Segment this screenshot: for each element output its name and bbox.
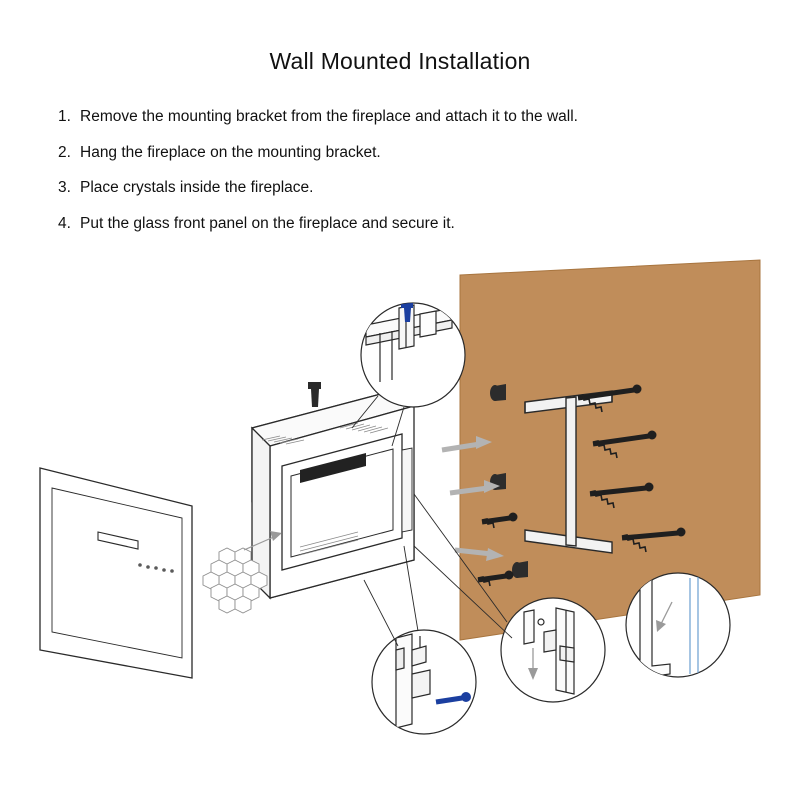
list-item	[58, 215, 748, 234]
list-item	[58, 144, 748, 163]
callout-bottom-screw-detail	[364, 546, 476, 734]
fireplace-body	[252, 390, 414, 598]
instruction-steps	[58, 108, 748, 250]
step-number: 4.	[58, 214, 71, 232]
step-text: Place crystals inside the fireplace.	[80, 179, 314, 197]
installation-diagram	[0, 250, 800, 800]
list-item	[58, 179, 748, 198]
page-title: Wall Mounted Installation	[269, 48, 531, 74]
glass-front-panel	[40, 468, 192, 678]
step-text: Put the glass front panel on the fireplace and secure it.	[80, 214, 455, 232]
callout-glass-edge-detail	[626, 573, 730, 678]
step-text: Hang the fireplace on the mounting bracket.	[80, 143, 381, 161]
callout-hook-detail	[501, 598, 605, 702]
step-number: 3.	[58, 179, 71, 197]
step-text: Remove the mounting bracket from the fireplace and attach it to the wall.	[80, 108, 578, 125]
step-number: 2.	[58, 143, 71, 161]
list-item	[58, 108, 748, 127]
step-number: 1.	[58, 108, 71, 125]
